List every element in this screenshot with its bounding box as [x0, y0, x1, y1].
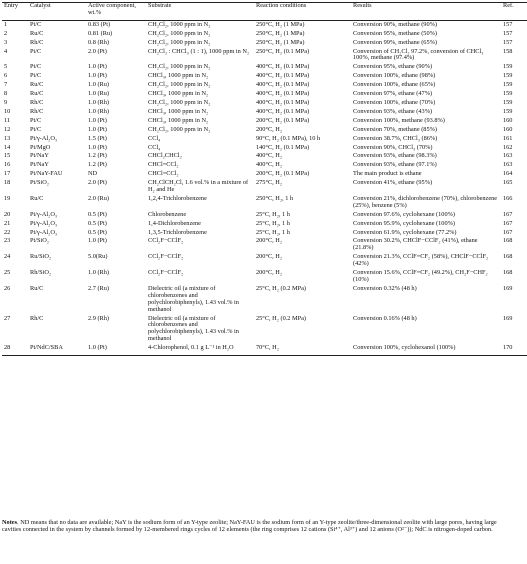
cell-entry: 24 [4, 253, 11, 261]
cell-substrate: Dielectric oil (a mixture of chlorobenzenes and polychlorobiphenyls), 1.43 vol.% in methanol [148, 314, 239, 343]
cell-substrate: CHCl₃, 1000 ppm in N₂ [148, 72, 209, 80]
cell-entry: 22 [4, 228, 11, 236]
table-row [2, 144, 527, 153]
cell-catalyst: Pt/C [30, 63, 42, 71]
cell-active: 1.0 (Pt) [88, 125, 107, 133]
table-row [2, 179, 527, 195]
table-header-row [2, 3, 527, 21]
table-row [2, 315, 527, 345]
cell-results: Conversion 90%, CHCl₃ (70%) [353, 143, 433, 151]
cell-conditions: 250°C, H₂ (1 MPa) [256, 29, 305, 37]
table-row [2, 126, 527, 135]
cell-ref: 168 [503, 269, 513, 277]
cell-results: Conversion 99%, methane (65%) [353, 38, 437, 46]
cell-conditions: 400°C, H₂ (0.1 MPa) [256, 81, 310, 89]
cell-catalyst: Rh/C [30, 107, 44, 115]
cell-results: Conversion 100%, ethane (70%) [353, 98, 436, 106]
cell-results: Conversion 61.9%, cyclohexane (77.2%) [353, 228, 457, 236]
cell-ref: 167 [503, 210, 513, 218]
cell-entry: 12 [4, 125, 11, 133]
cell-substrate: CH₂Cl₂ : CHCl₃ (1 : 1), 1000 ppm in N₂ [148, 47, 250, 55]
cell-active: ND [88, 170, 98, 178]
cell-substrate: CH₂Cl₂, 1000 ppm in N₂ [148, 63, 211, 71]
cell-conditions: 200°C, H₂ [256, 125, 283, 133]
cell-results: Conversion 0.32% (48 h) [353, 284, 417, 292]
table-row [2, 344, 527, 355]
cell-ref: 163 [503, 161, 513, 169]
cell-entry: 2 [4, 29, 8, 37]
cell-entry: 11 [4, 116, 11, 124]
cell-ref: 169 [503, 284, 513, 292]
header-catalyst: Catalyst [28, 3, 86, 21]
cell-substrate: CHCl₃, 1000 ppm in N₂ [148, 107, 209, 115]
cell-catalyst: Ru/C [30, 194, 44, 202]
cell-results: Conversion 95%, ethane (90%) [353, 63, 433, 71]
cell-ref: 163 [503, 152, 513, 160]
cell-conditions: 25°C, H₂, 1 h [256, 228, 290, 236]
header-reaction-conditions: Reaction conditions [254, 3, 351, 21]
table-row [2, 63, 527, 72]
cell-active: 1.0 (Pt) [86, 344, 146, 355]
cell-catalyst: Rh/SiO₂ [30, 269, 52, 277]
cell-ref: 157 [503, 29, 513, 37]
cell-catalyst: Pt/γ-Al₂O₃ [30, 219, 58, 227]
cell-active: 1.0 (Rh) [88, 98, 109, 106]
cell-substrate: Chlorobenzene [148, 210, 187, 218]
table-row [2, 195, 527, 211]
cell-catalyst: Ru/C [30, 81, 44, 89]
cell-catalyst: Ru/C [30, 29, 44, 37]
header-entry: Entry [2, 3, 28, 21]
cell-results: The main product is ethane [353, 170, 422, 178]
cell-results: Conversion 90%, methane (90%) [353, 20, 437, 28]
notes-text: . ND means that no data are available; NaY is the sodium form of an Y-type zeolite; NaY-FAU is the sodium form of an Y-type zeolite/three-dimensional zeolite with large pores, having large cavities connected in the system by channels formed by 12-membered rings cycles of 12 elements (the ring comprises 12 cations (Si⁴⁺, Al³⁺) and 12 anions (O²⁻)); NdC is nitrogen-doped carbon. [2, 519, 497, 534]
table-row [2, 253, 527, 269]
cell-ref: 157 [503, 20, 513, 28]
cell-results: Conversion 41%, ethane (95%) [353, 179, 433, 187]
cell-substrate: CHCl=CCl₂ [148, 170, 179, 178]
table-row [2, 117, 527, 126]
cell-substrate: CCl₄ [148, 143, 161, 151]
cell-ref: 165 [503, 179, 513, 187]
cell-conditions: 70°C, H₂ [254, 344, 351, 355]
cell-conditions: 200°C, H₂ [256, 269, 283, 277]
cell-ref: 160 [503, 116, 513, 124]
cell-active: 1.0 (Ru) [88, 90, 109, 98]
cell-entry: 18 [4, 179, 11, 187]
cell-entry: 15 [4, 152, 11, 160]
cell-entry: 20 [4, 210, 11, 218]
cell-substrate: CHCl₃, 1000 ppm in N₂ [148, 90, 209, 98]
cell-entry: 14 [4, 143, 11, 151]
table-row [2, 30, 527, 39]
cell-entry: 5 [4, 63, 8, 71]
cell-conditions: 200°C, H₂ (0.1 MPa) [256, 170, 310, 178]
table-row [2, 285, 527, 315]
cell-results: Conversion 95.9%, cyclohexane (100%) [353, 219, 455, 227]
cell-entry: 13 [4, 134, 11, 142]
cell-conditions: 200°C, H₂ [256, 237, 283, 245]
table-row [2, 237, 527, 253]
cell-substrate: 1,3,5-Trichlorobenzene [148, 228, 207, 236]
cell-results: Conversion of CH₂Cl₂ 97.2%, conversion of CHCl₃ 100%, methane (97.4%) [353, 47, 484, 62]
cell-ref: 168 [503, 253, 513, 261]
cell-conditions: 200°C, H₂ [256, 253, 283, 261]
cell-substrate: CHCl₃, 1000 ppm in N₂ [148, 116, 209, 124]
cell-conditions: 250°C, H₂ (1 MPa) [256, 20, 305, 28]
cell-catalyst: Pt/NaY-FAU [30, 170, 63, 178]
cell-catalyst: Pt/γ-Al₂O₃ [30, 210, 58, 218]
cell-active: 1.0 (Pt) [88, 72, 107, 80]
notes-label: Notes [2, 519, 18, 526]
cell-conditions: 400°C, H₂ [256, 161, 283, 169]
cell-results: Conversion 100%, methane (93.8%) [353, 116, 445, 124]
cell-conditions: 400°C, H₂ (0.1 MPa) [256, 90, 310, 98]
cell-catalyst: Rh/C [30, 98, 44, 106]
table-row [2, 108, 527, 117]
cell-active: 1.0 (Rh) [88, 107, 109, 115]
cell-results: Conversion 93%, ethane (43%) [353, 107, 433, 115]
table-body [2, 20, 527, 355]
cell-substrate: 1,4-Dichlorobenzene [148, 219, 201, 227]
cell-catalyst: Pt/C [30, 20, 42, 28]
cell-conditions: 90°C, H₂ (0.1 MPa), 10 h [256, 134, 321, 142]
cell-catalyst: Pt/γ-Al₂O₃ [30, 134, 58, 142]
cell-substrate: CHCl₂CHCl₂ [148, 152, 182, 160]
cell-catalyst: Ru/SiO₂ [30, 253, 52, 261]
cell-ref: 167 [503, 219, 513, 227]
cell-substrate: CH₂Cl₂, 1000 ppm in N₂ [148, 38, 211, 46]
cell-active: 2.0 (Pt) [88, 179, 107, 187]
table-row [2, 48, 527, 64]
cell-entry: 28 [2, 344, 28, 355]
cell-active: 1.0 (Pt) [88, 116, 107, 124]
cell-ref: 169 [503, 314, 513, 322]
cell-substrate: CH₂Cl₂, 1000 ppm in N₂ [148, 29, 211, 37]
cell-entry: 19 [4, 194, 11, 202]
cell-active: 1.0 (Ru) [88, 81, 109, 89]
cell-entry: 21 [4, 219, 11, 227]
cell-results: Conversion 30.2%, CHClF−CClF₂ (41%), ethane (21.8%) [353, 237, 478, 252]
table-row [2, 20, 527, 29]
header-results: Results [351, 3, 501, 21]
cell-conditions: 200°C, H₂ (0.1 MPa) [256, 116, 310, 124]
table-row [2, 72, 527, 81]
cell-conditions: 400°C, H₂ (0.1 MPa) [256, 98, 310, 106]
cell-results: Conversion 70%, methane (85%) [353, 125, 437, 133]
cell-results: Conversion 93%, ethane (97.1%) [353, 161, 437, 169]
cell-conditions: 25°C, H₂ (0.2 MPa) [256, 284, 307, 292]
cell-catalyst: Pt/NdC/SBA [28, 344, 86, 355]
cell-ref: 157 [503, 38, 513, 46]
cell-active: 0.81 (Ru) [88, 29, 113, 37]
cell-results: Conversion 97%, ethane (47%) [353, 90, 433, 98]
cell-catalyst: Pt/C [30, 116, 42, 124]
cell-entry: 26 [4, 284, 11, 292]
header-substrate: Substrate [146, 3, 254, 21]
cell-catalyst: Pt/C [30, 125, 42, 133]
cell-conditions: 25°C, H₂, 1 h [256, 219, 290, 227]
cell-active: 2.9 (Rh) [88, 314, 109, 322]
cell-results: Conversion 100%, cyclohexanol (100%) [351, 344, 501, 355]
cell-entry: 3 [4, 38, 8, 46]
cell-results: Conversion 93%, ethane (98.3%) [353, 152, 437, 160]
cell-active: 0.5 (Pt) [88, 219, 107, 227]
cell-catalyst: Pt/MgO [30, 143, 51, 151]
cell-conditions: 400°C, H₂ [256, 152, 283, 160]
cell-ref: 167 [503, 228, 513, 236]
cell-ref: 159 [503, 63, 513, 71]
cell-conditions: 400°C, H₂ (0.1 MPa) [256, 72, 310, 80]
table-row [2, 39, 527, 48]
cell-entry: 16 [4, 161, 11, 169]
cell-catalyst: Pt/NaY [30, 152, 49, 160]
cell-active: 1.2 (Pt) [88, 152, 107, 160]
cell-active: 2.0 (Ru) [88, 194, 109, 202]
cell-ref: 159 [503, 81, 513, 89]
cell-catalyst: Pt/γ-Al₂O₃ [30, 228, 58, 236]
cell-active: 1.5 (Pt) [88, 134, 107, 142]
cell-conditions: 400°C, H₂ (0.1 MPa) [256, 107, 310, 115]
cell-conditions: 400°C, H₂ (0.1 MPa) [256, 63, 310, 71]
table-row [2, 152, 527, 161]
cell-results: Conversion 0.16% (48 h) [353, 314, 417, 322]
cell-active: 5.0(Ru) [88, 253, 108, 261]
cell-catalyst: Pt/SiO₂ [30, 179, 49, 187]
cell-ref: 166 [503, 194, 513, 202]
table-row [2, 211, 527, 220]
cell-substrate: CH₂Cl₂, 1000 ppm in N₂ [148, 125, 211, 133]
cell-conditions: 250°C, H₂ (1 MPa) [256, 38, 305, 46]
cell-entry: 6 [4, 72, 8, 80]
cell-conditions: 25°C, H₂, 1 h [256, 210, 290, 218]
cell-conditions: 275°C, H₂ [256, 179, 283, 187]
cell-results: Conversion 21%, dichlorobenzene (70%), chlorobenzene (25%), benzene (5%) [353, 194, 498, 209]
cell-active: 2.0 (Pt) [88, 47, 107, 55]
cell-catalyst: Pt/C [30, 72, 42, 80]
cell-catalyst: Ru/C [30, 90, 44, 98]
cell-substrate: 1,2,4-Trichlorobenzene [148, 194, 207, 202]
cell-entry: 10 [4, 107, 11, 115]
cell-ref: 164 [503, 170, 513, 178]
cell-substrate: CCl₂F−CClF₂ [148, 269, 184, 277]
cell-active: 0.5 (Pt) [88, 228, 107, 236]
cell-entry: 4 [4, 47, 8, 55]
cell-conditions: 250°C, H₂, 1 h [256, 194, 294, 202]
cell-ref: 158 [503, 47, 513, 55]
table-row [2, 90, 527, 99]
cell-results: Conversion 100%, ethane (65%) [353, 81, 436, 89]
table-row [2, 220, 527, 229]
cell-catalyst: Pt/C [30, 47, 42, 55]
cell-substrate: CCl₂F−CClF₂ [148, 253, 184, 261]
cell-substrate: 4-Chlorophenol, 0.1 g L⁻¹ in H₂O [146, 344, 254, 355]
cell-catalyst: Pt/NaY [30, 161, 49, 169]
catalysts-table [2, 2, 527, 356]
cell-active: 1.0 (Rh) [88, 269, 109, 277]
cell-substrate: CH₂Cl₂, 1000 ppm in N₂ [148, 98, 211, 106]
table-row [2, 99, 527, 108]
cell-ref: 159 [503, 72, 513, 80]
cell-substrate: CHCl=CCl₂ [148, 161, 179, 169]
cell-substrate: CH₂Cl₂, 1000 ppm in N₂ [148, 20, 211, 28]
cell-active: 0.5 (Pt) [88, 210, 107, 218]
cell-ref: 159 [503, 98, 513, 106]
cell-results: Conversion 97.6%, cyclohexane (100%) [353, 210, 455, 218]
cell-results: Conversion 15.6%, CClF=CF₂ (49.2%), CH₂F−CHF₂ (10%) [353, 269, 488, 283]
cell-substrate: CCl₂F−CClF₂ [148, 237, 184, 245]
cell-entry: 17 [4, 170, 11, 178]
cell-active: 0.83 (Pt) [88, 20, 111, 28]
cell-ref: 170 [501, 344, 527, 355]
cell-results: Conversion 95%, methane (50%) [353, 29, 437, 37]
cell-active: 0.8 (Rh) [88, 38, 109, 46]
table-row [2, 161, 527, 170]
cell-active: 2.7 (Ru) [88, 284, 109, 292]
header-ref: Ref. [501, 3, 527, 21]
cell-active: 1.0 (Pt) [88, 237, 107, 245]
cell-entry: 1 [4, 20, 8, 28]
cell-entry: 9 [4, 98, 8, 106]
header-active-component: Active component, wt.% [86, 3, 146, 21]
cell-active: 1.0 (Pt) [88, 63, 107, 71]
cell-active: 1.0 (Pt) [88, 143, 107, 151]
cell-substrate: CCl₄ [148, 134, 161, 142]
cell-ref: 161 [503, 134, 513, 142]
cell-results: Conversion 100%, ethane (98%) [353, 72, 436, 80]
cell-catalyst: Ru/C [30, 284, 44, 292]
cell-conditions: 250°C, H₂ (0.1 MPa) [256, 47, 310, 55]
table-row [2, 170, 527, 179]
cell-entry: 7 [4, 81, 8, 89]
cell-entry: 25 [4, 269, 11, 277]
cell-catalyst: Rh/C [30, 38, 44, 46]
table-row [2, 135, 527, 144]
cell-ref: 168 [503, 237, 513, 245]
cell-ref: 162 [503, 143, 513, 151]
cell-results: Conversion 21.3%, CClF=CF₂ (58%), CHClF−CClF₂ (42%) [353, 253, 489, 268]
cell-substrate: CH₂ClCH₂Cl, 1.6 vol.% in a mixture of H₂ and He [148, 179, 249, 194]
cell-catalyst: Pt/SiO₂ [30, 237, 49, 245]
table-row [2, 229, 527, 238]
cell-active: 1.2 (Pt) [88, 161, 107, 169]
cell-ref: 160 [503, 125, 513, 133]
cell-substrate: CH₂Cl₂, 1000 ppm in N₂ [148, 81, 211, 89]
table-notes [2, 519, 499, 533]
cell-conditions: 25°C, H₂ (0.2 MPa) [256, 314, 307, 322]
table-row [2, 269, 527, 285]
cell-substrate: Dielectric oil (a mixture of chlorobenzenes and polychlorobiphenyls), 1.43 vol.% in methanol [148, 284, 239, 313]
table-row [2, 81, 527, 90]
cell-entry: 8 [4, 90, 8, 98]
cell-conditions: 140°C, H₂ (0.1 MPa) [256, 143, 310, 151]
cell-ref: 159 [503, 90, 513, 98]
cell-entry: 27 [4, 314, 11, 322]
cell-catalyst: Rh/C [30, 314, 44, 322]
cell-results: Conversion 38.7%, CHCl₃ (86%) [353, 134, 438, 142]
cell-ref: 159 [503, 107, 513, 115]
cell-entry: 23 [4, 237, 11, 245]
